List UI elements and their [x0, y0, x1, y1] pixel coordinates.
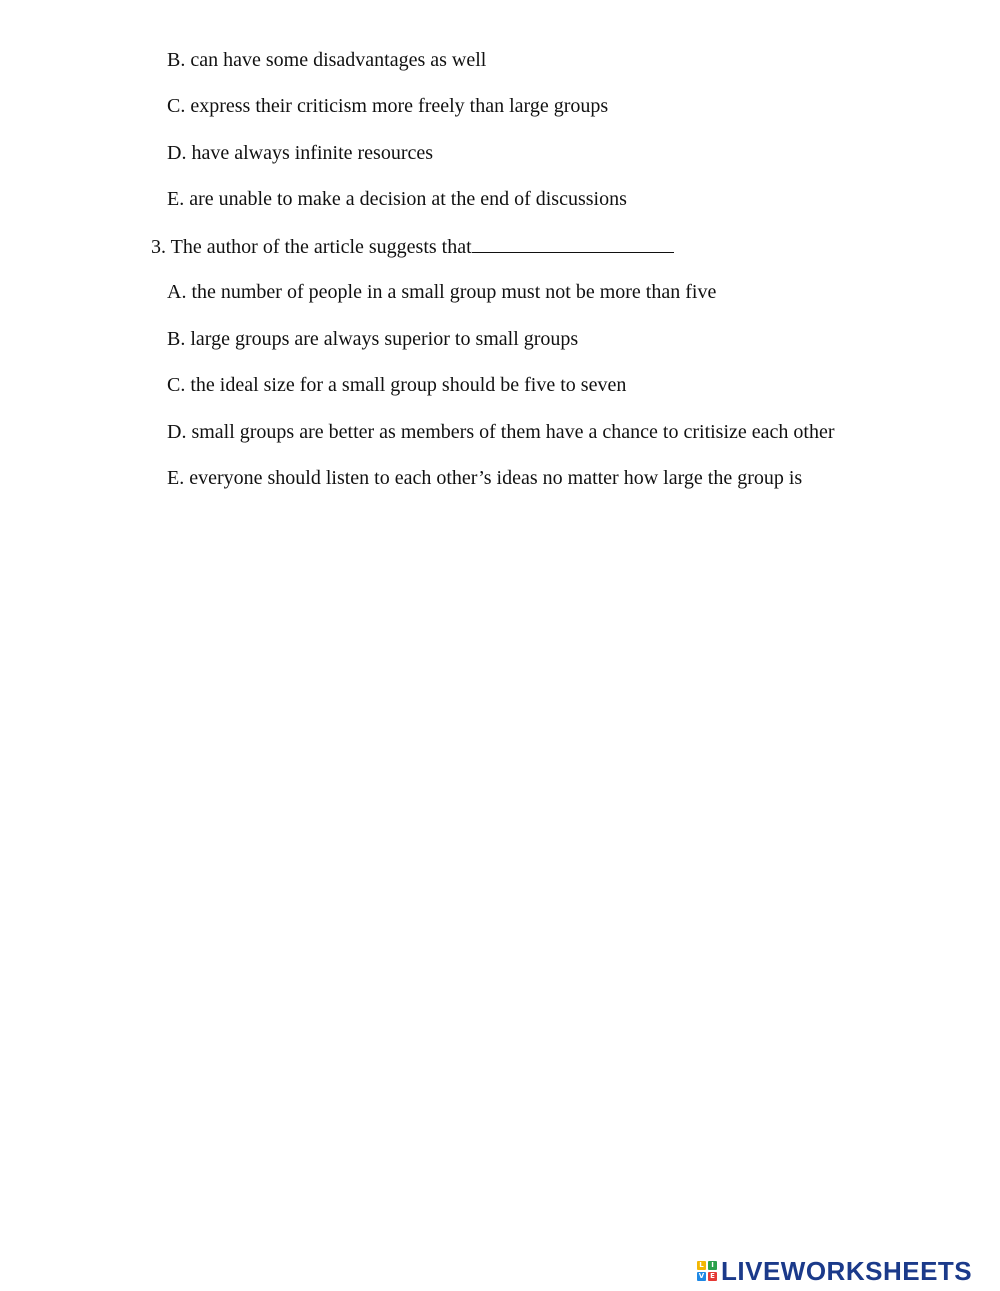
logo-cube: I — [708, 1261, 717, 1270]
q2-option-b: B. can have some disadvantages as well — [167, 49, 487, 71]
q3-option-b: B. large groups are always superior to small groups — [167, 328, 579, 350]
q2-option-d: D. have always infinite resources — [167, 142, 434, 164]
q3-option-a: A. the number of people in a small group must not be more than five — [167, 281, 717, 303]
q3-question — [151, 234, 674, 259]
q2-option-c: C. express their criticism more freely than large groups — [167, 95, 609, 117]
q3-answer-blank[interactable] — [472, 234, 674, 253]
q3-option-c: C. the ideal size for a small group should be five to seven — [167, 374, 627, 396]
q3-option-e: E. everyone should listen to each other’s ideas no matter how large the group is — [167, 467, 803, 489]
q2-option-e: E. are unable to make a decision at the end of discussions — [167, 188, 627, 210]
q3-stem: 3. The author of the article suggests that — [151, 236, 472, 258]
q3-option-d: D. small groups are better as members of them have a chance to critisize each other — [167, 421, 835, 443]
logo-cubes-icon — [697, 1261, 717, 1281]
logo-text: LIVEWORKSHEETS — [721, 1255, 973, 1286]
logo-cube: L — [697, 1261, 706, 1270]
logo-cube: E — [708, 1272, 717, 1281]
logo-cube: V — [698, 1272, 705, 1280]
liveworksheets-logo — [697, 1255, 973, 1286]
